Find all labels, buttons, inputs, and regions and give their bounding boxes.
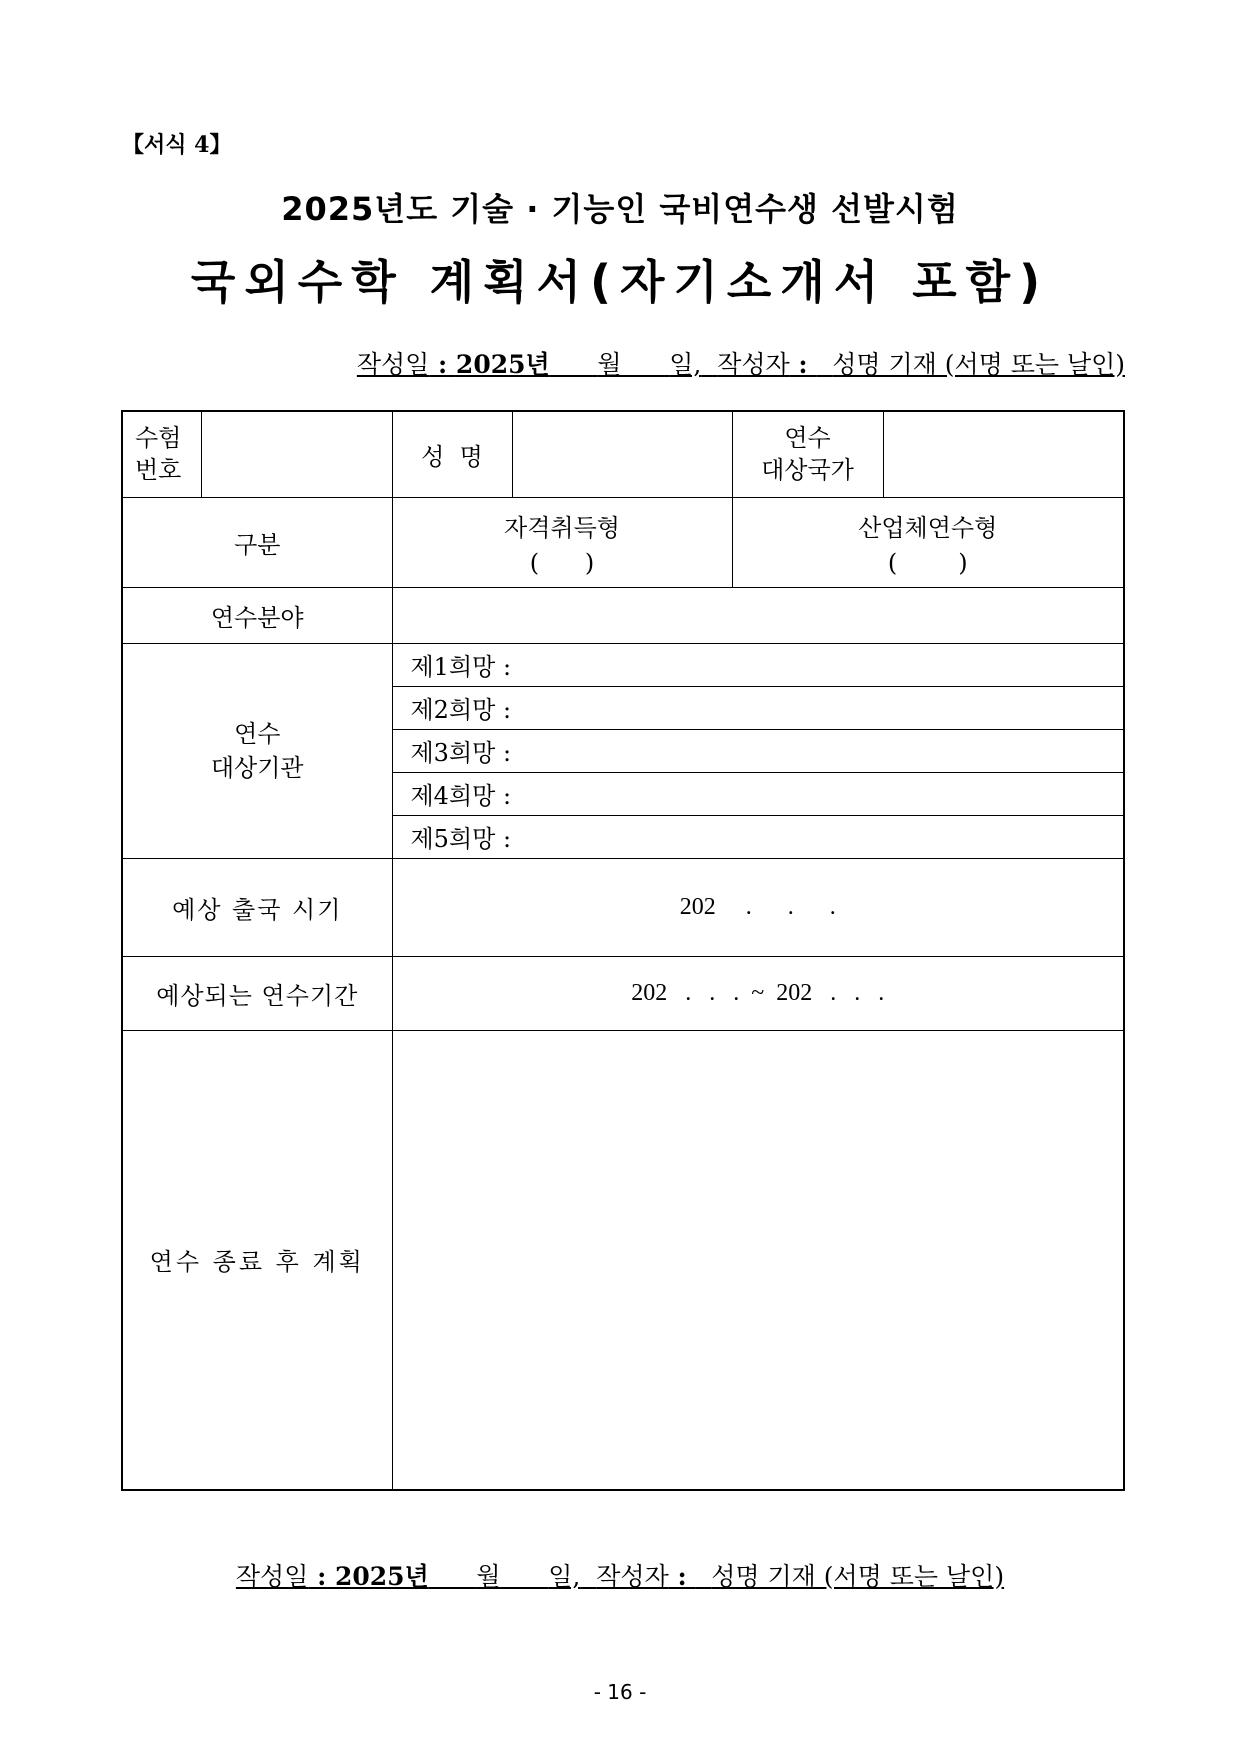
preference-5[interactable]: 제5희망 :	[392, 815, 1124, 858]
type-qualification-check[interactable]: ( )	[529, 548, 595, 577]
page-number: - 16 -	[593, 1680, 647, 1704]
category-label: 구분	[122, 497, 392, 587]
type-industry-check[interactable]: ( )	[887, 548, 968, 577]
preference-4[interactable]: 제4희망 :	[392, 772, 1124, 815]
preference-2[interactable]: 제2희망 :	[392, 686, 1124, 729]
period-field[interactable]: 202 . . . ~ 202 . . .	[392, 956, 1124, 1030]
field-label: 연수분야	[122, 587, 392, 643]
type-qualification-cell[interactable]	[392, 497, 732, 587]
type-industry-label: 산업체연수형	[858, 513, 998, 542]
type-qualification-label: 자격취득형	[504, 513, 620, 542]
preference-3[interactable]: 제3희망 :	[392, 729, 1124, 772]
exam-number-label: 수험 번호	[122, 411, 201, 497]
field-input[interactable]	[392, 587, 1124, 643]
departure-field[interactable]: 202 . . .	[392, 858, 1124, 956]
name-field[interactable]	[512, 411, 732, 497]
author-line-top: 작성일 : 2025년 월 일, 작성자 : 성명 기재 (서명 또는 날인)	[356, 350, 1125, 379]
plan-field[interactable]	[392, 1030, 1124, 1490]
exam-number-field[interactable]	[201, 411, 392, 497]
type-industry-cell[interactable]	[732, 497, 1124, 587]
plan-label: 연수 종료 후 계획	[122, 1030, 392, 1490]
period-label: 예상되는 연수기간	[122, 956, 392, 1030]
application-form-table	[121, 410, 1125, 1491]
author-line-bottom: 작성일 : 2025년 월 일, 작성자 : 성명 기재 (서명 또는 날인)	[235, 1562, 1005, 1591]
document-subtitle: 국외수학 계획서(자기소개서 포함)	[190, 255, 1050, 309]
name-label: 성 명	[392, 411, 512, 497]
document-title: 2025년도 기술 · 기능인 국비연수생 선발시험	[281, 190, 959, 228]
form-number-label: 【서식 4】	[122, 132, 232, 158]
institution-label: 연수 대상기관	[122, 643, 392, 858]
country-field[interactable]	[883, 411, 1124, 497]
country-label: 연수 대상국가	[732, 411, 883, 497]
departure-label: 예상 출국 시기	[122, 858, 392, 956]
preference-1[interactable]: 제1희망 :	[392, 643, 1124, 686]
